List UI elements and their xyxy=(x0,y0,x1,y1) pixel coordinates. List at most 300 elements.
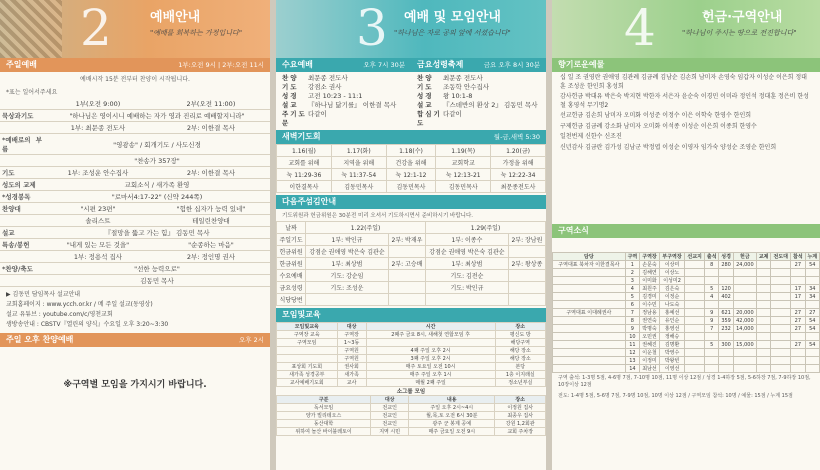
wed-line-key: 주기도문 xyxy=(282,110,307,127)
duty-cell: 1부: 이종수 xyxy=(426,234,509,246)
worship-item-first: 1부: 최문종 전도사 xyxy=(44,122,152,134)
district-cell: 27 xyxy=(791,325,805,333)
section-verse: "하나님이 주시는 땅으로 전진합니다" xyxy=(682,29,797,37)
small-group-title: 소그룹 모임 xyxy=(396,389,426,395)
district-cell xyxy=(685,269,705,277)
duty-head-cell: 날짜 xyxy=(277,222,306,234)
district-cell xyxy=(757,325,771,333)
district-cell xyxy=(791,333,805,341)
offering-line: 선교헌금 김손희 남미자 오미화 이성준 이정수 이은 이학숙 한영수 한인희 xyxy=(560,112,752,119)
district-cell xyxy=(757,309,771,317)
offering-list xyxy=(552,72,820,156)
worship-item-name xyxy=(0,155,44,167)
district-cell xyxy=(685,365,705,373)
wednesday-order xyxy=(276,72,411,130)
wed-line-value: 『하나님 닮기를』 이한결 목사 xyxy=(308,101,397,109)
district-cell xyxy=(553,301,626,309)
worship-item-first: "선한 능력으로" xyxy=(44,263,270,275)
worship-row xyxy=(0,122,270,134)
wed-line-value: 고전 10:23 - 11:1 xyxy=(308,92,363,100)
district-cell: 8 xyxy=(625,317,639,325)
district-cell xyxy=(733,301,756,309)
duty-cell xyxy=(508,294,545,306)
edu-cell: 양가 빌리테오스 xyxy=(277,412,371,420)
district-cell: 34 xyxy=(805,293,819,301)
meet-cell: 매주 토요일 오전 10시 xyxy=(366,363,495,371)
wed-line xyxy=(282,74,405,83)
meetings-table xyxy=(276,322,546,387)
district-cell: 120 xyxy=(719,285,733,293)
district-cell: 17 xyxy=(791,293,805,301)
offering-bar: 향기로운예물 xyxy=(552,58,820,72)
wed-line-value: 최문종 전도사 xyxy=(308,74,348,82)
district-cell: 15,000 xyxy=(733,341,756,349)
worship-item-name: *예배로의 부름 xyxy=(0,134,44,155)
worship-row xyxy=(0,167,270,179)
dawn-cell: 1.17(화) xyxy=(331,145,386,157)
district-cell xyxy=(705,277,719,285)
district-row xyxy=(553,301,820,309)
district-cell: 8 xyxy=(705,261,719,269)
duty-row xyxy=(277,234,546,246)
section-title: 예배 및 모임안내 xyxy=(404,10,501,25)
fri-line-value: 왕 10:1-8 xyxy=(443,92,473,100)
link-home[interactable]: 교회홈페이지 : www.ycch.or.kr / 메 주일 설교(동영상) xyxy=(6,301,153,308)
district-cell xyxy=(757,277,771,285)
group-meeting-announcement: ※구역별 모임을 가지시기 바랍니다. xyxy=(63,380,207,390)
worship-item-second: 2부(오전 11:00) xyxy=(152,98,270,110)
worship-row xyxy=(0,203,270,215)
district-cell xyxy=(805,357,819,365)
worship-item-second: 2부: 이한결 목사 xyxy=(152,167,270,179)
duty-row xyxy=(277,294,546,306)
offering-line: 일천번제 신한수 신조진 xyxy=(560,133,622,140)
duty-cell xyxy=(388,294,425,306)
fri-line xyxy=(417,101,540,110)
district-cell xyxy=(719,301,733,309)
district-news-bar: 구역소식 xyxy=(552,224,820,238)
meet-cell: 4째 주일 오후 2시 xyxy=(366,347,495,355)
page-number: 2 xyxy=(80,0,112,57)
service-duty-table xyxy=(276,221,546,306)
dawn-row xyxy=(277,181,546,193)
district-cell: 김해연 xyxy=(640,269,660,277)
district-cell: 6 xyxy=(625,301,639,309)
district-cell xyxy=(733,293,756,301)
meet-row xyxy=(277,379,546,387)
district-cell xyxy=(685,277,705,285)
district-cell: 이영선 xyxy=(659,365,684,373)
duty-cell: 2부: 장남원 xyxy=(508,234,545,246)
worship-panel xyxy=(0,0,270,470)
meet-cell: 정소년부실 xyxy=(495,379,545,387)
worship-item-first: "로마서4:17-22" (신약 244쪽) xyxy=(44,191,270,203)
edu-cell: 주일 오후 2시~4시 xyxy=(409,404,495,412)
district-cell xyxy=(719,269,733,277)
edu-cell: 전교인 xyxy=(371,404,409,412)
meet-cell xyxy=(277,355,338,363)
dawn-cell: 1.18(수) xyxy=(386,145,436,157)
meet-cell: 구역장 xyxy=(337,331,366,339)
fri-line xyxy=(417,83,540,92)
duty-cell xyxy=(508,270,545,282)
link-youtube[interactable]: 설교 유튜브 : youtube.com/c/영천교회 xyxy=(6,311,113,318)
duty-cell: 1부: 최상범 xyxy=(306,258,389,270)
district-cell: 이상노 xyxy=(659,269,684,277)
duty-cell: 기도: 조성운 xyxy=(306,282,389,294)
meet-head-cell: 시간 xyxy=(366,323,495,331)
edu-cell: 전교인 xyxy=(371,412,409,420)
district-cell: 402 xyxy=(719,293,733,301)
district-cell xyxy=(553,365,626,373)
district-cell: 9 xyxy=(705,309,719,317)
district-cell: 이성미2 xyxy=(659,277,684,285)
duty-cell: 강점순 권애영 박은숙 김관순 xyxy=(306,246,389,258)
edu-cell: 대상 xyxy=(371,396,409,404)
worship-row xyxy=(0,263,270,275)
district-cell xyxy=(791,269,805,277)
fri-line-key: 설교 xyxy=(417,101,434,109)
edu-row xyxy=(277,428,546,436)
district-cell xyxy=(771,277,791,285)
congregation-photo xyxy=(0,0,62,58)
district-head-cell: 전도대 xyxy=(771,253,791,261)
meet-cell: 1~3동 xyxy=(337,339,366,347)
meet-cell: 매월 2째 주일 xyxy=(366,379,495,387)
link-broadcast: 생방송안내 : CBSTV『열린의 양식』수요일 오후 3:20~3:30 xyxy=(6,321,169,328)
district-cell xyxy=(771,301,791,309)
worship-item-name: 특송/봉헌 xyxy=(0,239,44,251)
meet-row xyxy=(277,331,546,339)
meet-cell: 매주 주일 오후 1시 xyxy=(366,371,495,379)
district-cell: 11 xyxy=(625,341,639,349)
worship-item-name xyxy=(0,122,44,134)
wed-line-value: 강점소 권사 xyxy=(308,83,342,91)
district-cell xyxy=(733,365,756,373)
meet-cell: 권사회 xyxy=(337,363,366,371)
district-head-cell: 구역 xyxy=(625,253,639,261)
duty-cell: 수요예배 xyxy=(277,270,306,282)
district-cell: 9 xyxy=(625,325,639,333)
district-cell: 1 xyxy=(625,261,639,269)
meet-row xyxy=(277,371,546,379)
stand-notice: *표는 일어서주세요 xyxy=(6,89,58,96)
district-cell xyxy=(757,261,771,269)
edu-cell: 교회 주차장 xyxy=(495,428,546,436)
worship-item-second: 2부: 정인명 권사 xyxy=(152,251,270,263)
worship-item-first: 김동민 목사 xyxy=(44,275,270,287)
district-cell: 박영수 xyxy=(659,349,684,357)
worship-item-first: "시편 23편" xyxy=(44,203,152,215)
district-cell: 최남선 xyxy=(640,365,660,373)
edu-cell: 광주 군 봉제 공예 xyxy=(409,420,495,428)
district-cell xyxy=(553,341,626,349)
fri-line-key: 기도 xyxy=(417,83,434,91)
district-row xyxy=(553,333,820,341)
district-cell: 김명환 xyxy=(659,341,684,349)
meetings-panel xyxy=(276,0,546,470)
worship-item-name: *성경봉독 xyxy=(0,191,44,203)
district-cell xyxy=(685,293,705,301)
district-cell: 김경미 xyxy=(640,293,660,301)
district-cell: 박명숙 xyxy=(640,325,660,333)
district-head-cell: 참석 xyxy=(791,253,805,261)
district-cell xyxy=(719,365,733,373)
district-cell: 오민권 xyxy=(640,333,660,341)
meet-row xyxy=(277,339,546,347)
district-cell xyxy=(553,285,626,293)
dawn-row xyxy=(277,157,546,169)
worship-item-second: "순종하는 마음" xyxy=(152,239,270,251)
district-cell xyxy=(771,357,791,365)
afternoon-worship-bar: 주일 오후 찬양예배 오후 2시 xyxy=(0,333,270,347)
duty-head-cell: 1.22(주일) xyxy=(306,222,426,234)
duty-row xyxy=(277,246,546,258)
district-cell xyxy=(705,349,719,357)
duty-cell: 한금위원 xyxy=(277,258,306,270)
meet-head-cell: 대상 xyxy=(337,323,366,331)
district-cell: 27 xyxy=(791,261,805,269)
worship-row xyxy=(0,227,270,239)
district-cell: 홍영선 xyxy=(659,325,684,333)
meet-cell: 평신도 방 xyxy=(495,331,545,339)
worship-row xyxy=(0,98,270,110)
duty-cell: 헌금위원 xyxy=(277,246,306,258)
edu-cell: 위하여 놀산 바이블레토이 xyxy=(277,428,371,436)
duty-cell xyxy=(508,246,545,258)
meet-cell: 1층 이지래실 xyxy=(495,371,545,379)
edu-row xyxy=(277,396,546,404)
dawn-cell: 눅 11:37-54 xyxy=(331,169,386,181)
worship-item-first: "영광송" / 회개기도 / 사도신경 xyxy=(44,134,270,155)
district-cell xyxy=(705,301,719,309)
district-cell xyxy=(757,285,771,293)
edu-cell: 지역 시민 xyxy=(371,428,409,436)
district-cell xyxy=(791,357,805,365)
worship-row xyxy=(0,110,270,122)
district-cell xyxy=(685,357,705,365)
district-scoring-2: 전도: 1-4명 5점, 5-6명 7점, 7-9명 10점, 10명 이상 12점 / 구역모임 참석: 10명 / 예물: 15점 / 누계 15점 xyxy=(558,393,793,399)
district-head-cell: 출석 xyxy=(705,253,719,261)
section-verse: "하나님은 자로 공의 앞에 서셨습니다" xyxy=(394,29,511,37)
meet-cell: 표상회 기도회 xyxy=(277,363,338,371)
district-cell xyxy=(771,309,791,317)
fri-line xyxy=(417,74,540,83)
district-head-cell: 교제 xyxy=(757,253,771,261)
duty-cell: 2부: 고승배 xyxy=(388,258,425,270)
meet-cell: 교사 xyxy=(337,379,366,387)
section-verse: "예배를 회복하는 가정입니다" xyxy=(150,29,243,37)
district-cell: 20,000 xyxy=(733,309,756,317)
district-cell xyxy=(733,285,756,293)
district-cell xyxy=(757,333,771,341)
dawn-cell: 교회를 위해 xyxy=(277,157,332,169)
duty-cell xyxy=(388,282,425,294)
district-cell xyxy=(757,317,771,325)
duty-cell xyxy=(388,246,425,258)
wednesday-bar: 수요예배 오후 7시 30분 xyxy=(276,58,411,72)
dawn-prayer-bar: 새벽기도회 월-금,새벽 5:30 xyxy=(276,130,546,144)
worship-row xyxy=(0,179,270,191)
district-row xyxy=(553,293,820,301)
district-cell xyxy=(757,301,771,309)
friday-bar: 금요성령축제 금요 오후 8시 30분 xyxy=(411,58,546,72)
small-group-table xyxy=(276,395,546,436)
district-head-cell: 부구역장 xyxy=(659,253,684,261)
duty-row xyxy=(277,270,546,282)
fri-line-key: 합심기도 xyxy=(417,110,442,127)
district-cell xyxy=(771,349,791,357)
duty-cell: 2부: 왕상종 xyxy=(508,258,545,270)
district-cell: 14 xyxy=(625,365,639,373)
district-cell: 359 xyxy=(719,317,733,325)
district-cell: 34 xyxy=(805,285,819,293)
worship-item-second: 2부: 이한결 목사 xyxy=(152,122,270,134)
worship-item-first: 1부: 조성운 안수집사 xyxy=(44,167,152,179)
district-cell: 280 xyxy=(719,261,733,269)
meet-cell: 3째 주일 오후 2시 xyxy=(366,355,495,363)
district-cell: 27 xyxy=(805,309,819,317)
district-cell xyxy=(685,325,705,333)
district-cell: 4 xyxy=(705,293,719,301)
district-header xyxy=(553,253,820,261)
district-cell xyxy=(719,357,733,365)
district-cell xyxy=(685,333,705,341)
meet-head-cell: 장소 xyxy=(495,323,545,331)
district-cell: 7 xyxy=(625,309,639,317)
worship-item-name: 성도의 교제 xyxy=(0,179,44,191)
offering-line: 십 일 조 권영란 권애영 김관례 김금례 김남순 김손희 남미자 손영숙 임갑자 이성순 이은희 정대훈 조성운 한인희 홍성희 xyxy=(560,74,807,90)
district-row xyxy=(553,325,820,333)
district-cell xyxy=(705,269,719,277)
edu-cell: 강원 1,2회관 xyxy=(495,420,546,428)
meet-cell: 교사예배기도회 xyxy=(277,379,338,387)
district-cell xyxy=(553,325,626,333)
worship-notice: 예배시작 15분 전부터 찬양이 시작됩니다. xyxy=(80,76,190,83)
district-cell: 이운철 xyxy=(640,349,660,357)
worship-item-name xyxy=(0,275,44,287)
duty-cell: 2부: 박재우 xyxy=(388,234,425,246)
worship-header xyxy=(0,0,270,58)
worship-row xyxy=(0,239,270,251)
service-duty-bar: 다음주섬김안내 xyxy=(276,195,546,209)
district-cell xyxy=(791,301,805,309)
meet-cell: 해당 장소 xyxy=(495,355,545,363)
district-head-cell: 구역장 xyxy=(640,253,660,261)
meet-cell: 구역원 xyxy=(337,347,366,355)
meet-row xyxy=(277,363,546,371)
fri-line xyxy=(417,92,540,101)
district-cell xyxy=(771,317,791,325)
meet-cell: 구역모임 xyxy=(277,339,338,347)
worship-item-name xyxy=(0,251,44,263)
district-cell xyxy=(771,285,791,293)
dawn-cell: 이한결목사 xyxy=(277,181,332,193)
edu-row xyxy=(277,404,546,412)
edu-cell: 구분 xyxy=(277,396,371,404)
edu-cell: 이정원 집사 xyxy=(495,404,546,412)
friday-order xyxy=(411,72,546,130)
district-cell: 정남용 xyxy=(640,309,660,317)
district-cell xyxy=(553,333,626,341)
district-cell xyxy=(685,349,705,357)
district-cell: 5 xyxy=(625,293,639,301)
district-cell xyxy=(757,357,771,365)
dawn-cell: 건강을 위해 xyxy=(386,157,436,169)
district-cell xyxy=(685,301,705,309)
district-cell: 이정미 xyxy=(640,357,660,365)
district-cell: 권연숙 xyxy=(640,317,660,325)
district-cell: 유인순 xyxy=(659,317,684,325)
district-cell xyxy=(805,269,819,277)
meet-row xyxy=(277,355,546,363)
district-cell xyxy=(719,333,733,341)
worship-item-first: "내게 있는 모든 것을" xyxy=(44,239,152,251)
dawn-cell: 1.20(금) xyxy=(491,145,546,157)
district-cell xyxy=(791,277,805,285)
wed-line-key: 성경 xyxy=(282,92,299,100)
section-title: 예배안내 xyxy=(150,10,201,25)
district-head-cell: 누계 xyxy=(805,253,819,261)
district-cell xyxy=(757,341,771,349)
district-cell xyxy=(685,309,705,317)
duty-cell xyxy=(306,294,389,306)
district-cell: 27 xyxy=(791,309,805,317)
worship-row xyxy=(0,275,270,287)
district-cell: 9 xyxy=(705,317,719,325)
district-cell: 홍예선 xyxy=(659,309,684,317)
worship-item-name: 찬양대 xyxy=(0,203,44,215)
duty-header xyxy=(277,222,546,234)
worship-item-first: 1부(오전 9:00) xyxy=(44,98,152,110)
meetings-bar: 모임및교육 xyxy=(276,308,546,322)
meet-cell: 해당 장소 xyxy=(495,347,545,355)
district-cell: 3 xyxy=(625,277,639,285)
district-cell xyxy=(757,365,771,373)
district-cell xyxy=(685,341,705,349)
district-head-cell: 선교지 xyxy=(685,253,705,261)
district-cell: 12 xyxy=(625,349,639,357)
district-cell xyxy=(685,285,705,293)
worship-item-first: 『절망을 뚫고 가는 힘』 김동민 목사 xyxy=(44,227,270,239)
worship-item-second: "험한 십자가 능력 있네" xyxy=(152,203,270,215)
district-cell xyxy=(553,357,626,365)
meet-cell xyxy=(366,339,495,347)
dawn-cell: 눅 12:13-21 xyxy=(436,169,491,181)
district-cell: 54 xyxy=(805,341,819,349)
district-cell xyxy=(719,349,733,357)
dawn-cell: 김동민목사 xyxy=(386,181,436,193)
duty-cell: 기도: 강순임 xyxy=(306,270,389,282)
worship-item-name: 설교 xyxy=(0,227,44,239)
fri-line-value: 『스데반의 환상 2』 김동민 목사 xyxy=(443,101,538,109)
worship-item-first: 교회소식 / 새가족 환영 xyxy=(44,179,270,191)
meet-cell: 구역장 교육 xyxy=(277,331,338,339)
district-cell xyxy=(685,261,705,269)
duty-cell xyxy=(426,294,509,306)
duty-cell: 기도: 박인규 xyxy=(426,282,509,294)
district-cell: 2 xyxy=(625,269,639,277)
worship-item-first: 솔리스트 xyxy=(44,215,152,227)
duty-cell: 주일기도 xyxy=(277,234,306,246)
meet-cell: 새가족 xyxy=(337,371,366,379)
district-cell xyxy=(805,333,819,341)
duty-cell: 금요성령 xyxy=(277,282,306,294)
worship-item-first: "하나님은 영이시니 예배하는 자가 영과 진리로 예배할지니라" xyxy=(44,110,270,122)
offering-header xyxy=(552,0,820,58)
fri-line-value: 조동학 안수집사 xyxy=(443,83,490,91)
wed-line-key: 찬양 xyxy=(282,74,299,82)
